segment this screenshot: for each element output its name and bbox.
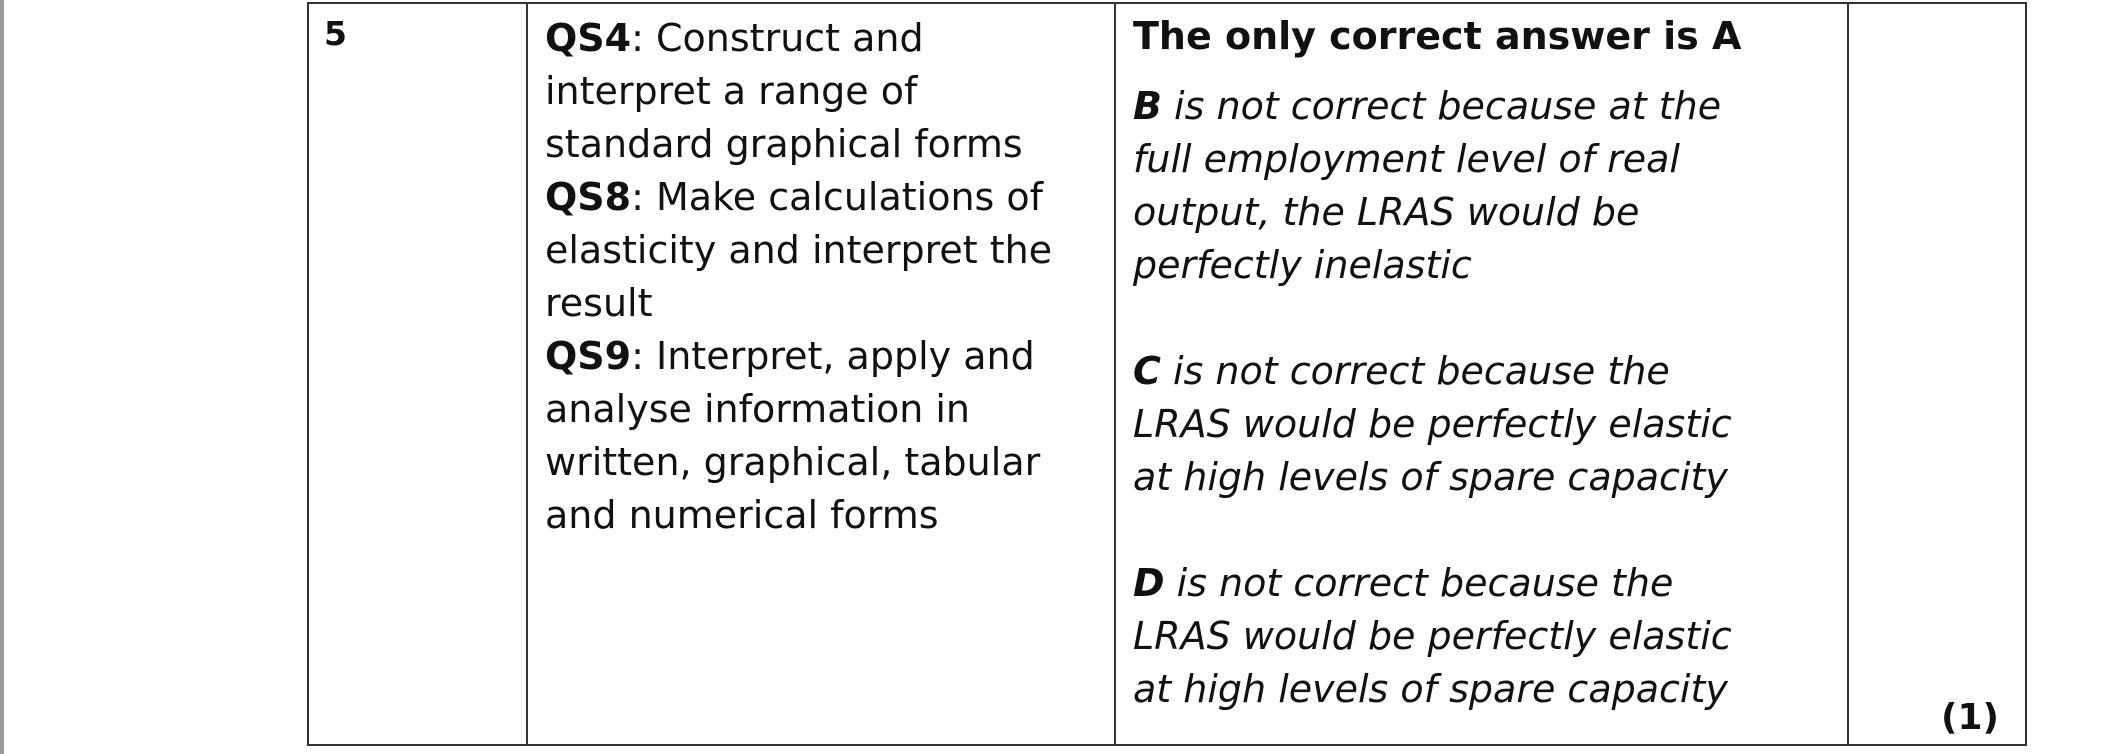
answer-block [1133,12,1773,716]
page-left-border [0,0,4,754]
skill-qs9 [545,330,1085,542]
skill-description: : Make calculations of elasticity and interpret the result [545,175,1053,325]
reason-letter: D [1133,561,1165,605]
question-number: 5 [324,14,347,53]
skill-qs4 [545,12,1085,171]
skill-code: QS8 [545,175,632,219]
reason-text: is not correct because the LRAS would be perfectly elastic at high levels of spare capacity [1133,349,1732,499]
skill-description: : Construct and interpret a range of standard graphical forms [545,16,1023,166]
skills-list [545,12,1085,542]
reason-b [1133,80,1773,292]
question-number-cell [308,3,527,745]
reason-d [1133,557,1773,716]
mark-cell [1848,3,2026,745]
reason-text: is not correct because the LRAS would be perfectly elastic at high levels of spare capacity [1133,561,1732,711]
skill-description: : Interpret, apply and analyse information in written, graphical, tabular and numerical forms [545,334,1041,537]
reason-c [1133,345,1773,504]
table-row [308,3,2026,745]
reason-letter: B [1133,84,1162,128]
reason-letter: C [1133,349,1161,393]
correct-answer-heading: The only correct answer is A [1133,14,1742,58]
reason-text: is not correct because at the full employment level of real output, the LRAS would be perfectly inelastic [1133,84,1722,287]
skills-cell [527,3,1115,745]
skill-code: QS4 [545,16,632,60]
mark-scheme-table [307,2,2027,746]
mark-value: (1) [1941,697,1999,738]
skill-qs8 [545,171,1085,330]
answer-cell [1115,3,1848,745]
skill-code: QS9 [545,334,632,378]
